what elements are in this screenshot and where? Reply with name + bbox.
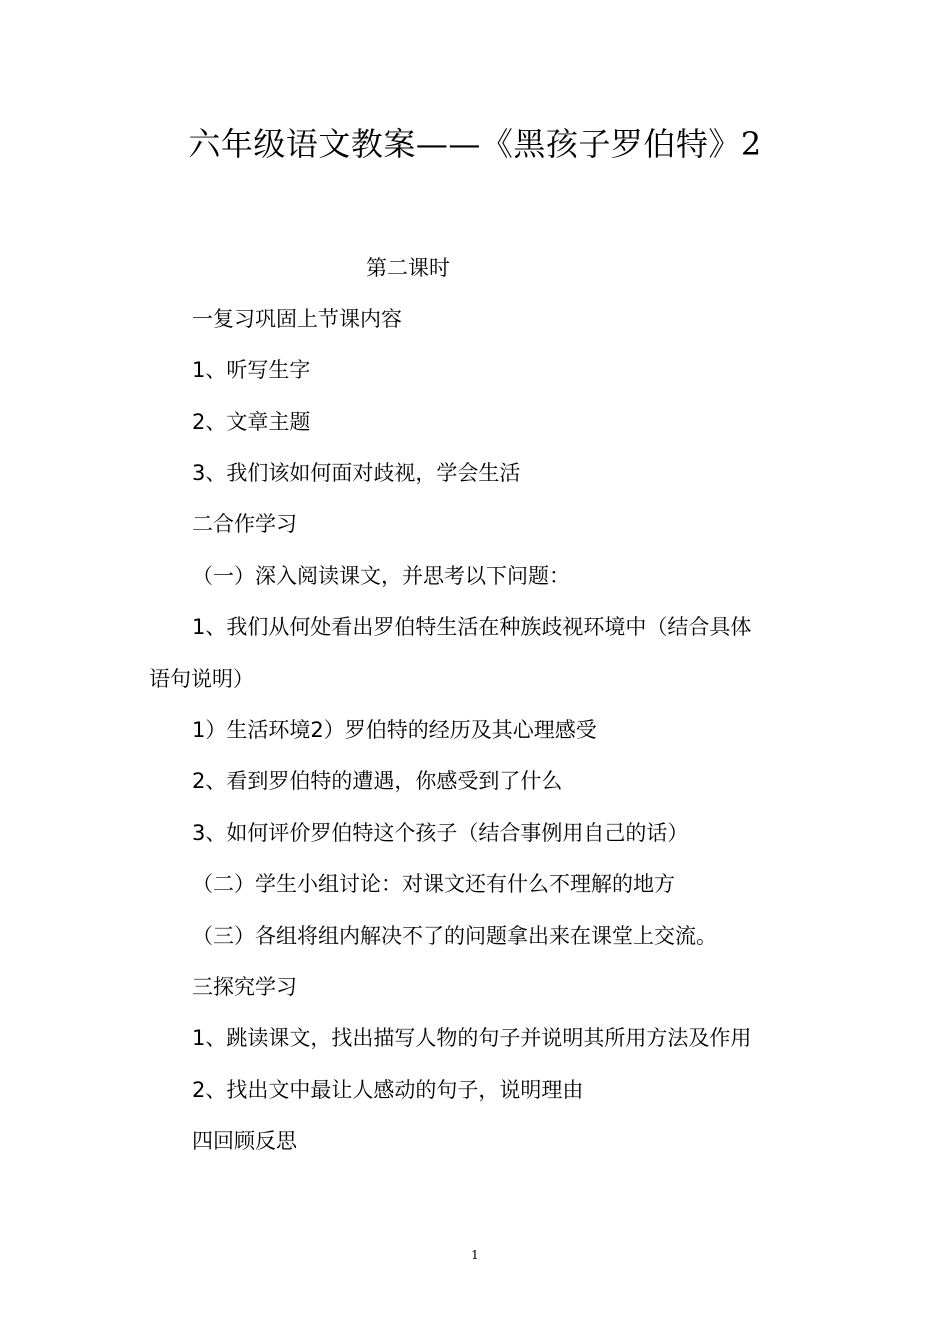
section-heading: 四回顾反思: [192, 1129, 297, 1153]
lesson-label: 第二课时: [366, 256, 450, 280]
paragraph: 1、我们从何处看出罗伯特生活在种族歧视环境中（结合具体: [192, 615, 752, 639]
section-heading: 二合作学习: [192, 512, 297, 536]
paragraph: 1）生活环境2）罗伯特的经历及其心理感受: [192, 718, 597, 742]
paragraph: 2、找出文中最让人感动的句子，说明理由: [192, 1078, 584, 1102]
paragraph: 2、文章主题: [192, 410, 311, 434]
paragraph: 1、听写生字: [192, 358, 311, 382]
subsection-heading: （一）深入阅读课文，并思考以下问题：: [192, 564, 570, 588]
section-heading: 一复习巩固上节课内容: [192, 307, 402, 331]
document-title: 六年级语文教案——《黑孩子罗伯特》2: [188, 125, 762, 163]
paragraph: 1、跳读课文，找出描写人物的句子并说明其所用方法及作用: [192, 1026, 752, 1050]
paragraph: 3、我们该如何面对歧视，学会生活: [192, 461, 521, 485]
paragraph-continuation: 语句说明）: [149, 667, 254, 691]
subsection-heading: （三）各组将组内解决不了的问题拿出来在课堂上交流。: [192, 924, 717, 948]
section-heading: 三探究学习: [192, 975, 297, 999]
subsection-heading: （二）学生小组讨论：对课文还有什么不理解的地方: [192, 872, 675, 896]
paragraph: 2、看到罗伯特的遭遇，你感受到了什么: [192, 769, 563, 793]
paragraph: 3、如何评价罗伯特这个孩子（结合事例用自己的话）: [192, 821, 689, 845]
page-number: 1: [471, 1248, 479, 1262]
